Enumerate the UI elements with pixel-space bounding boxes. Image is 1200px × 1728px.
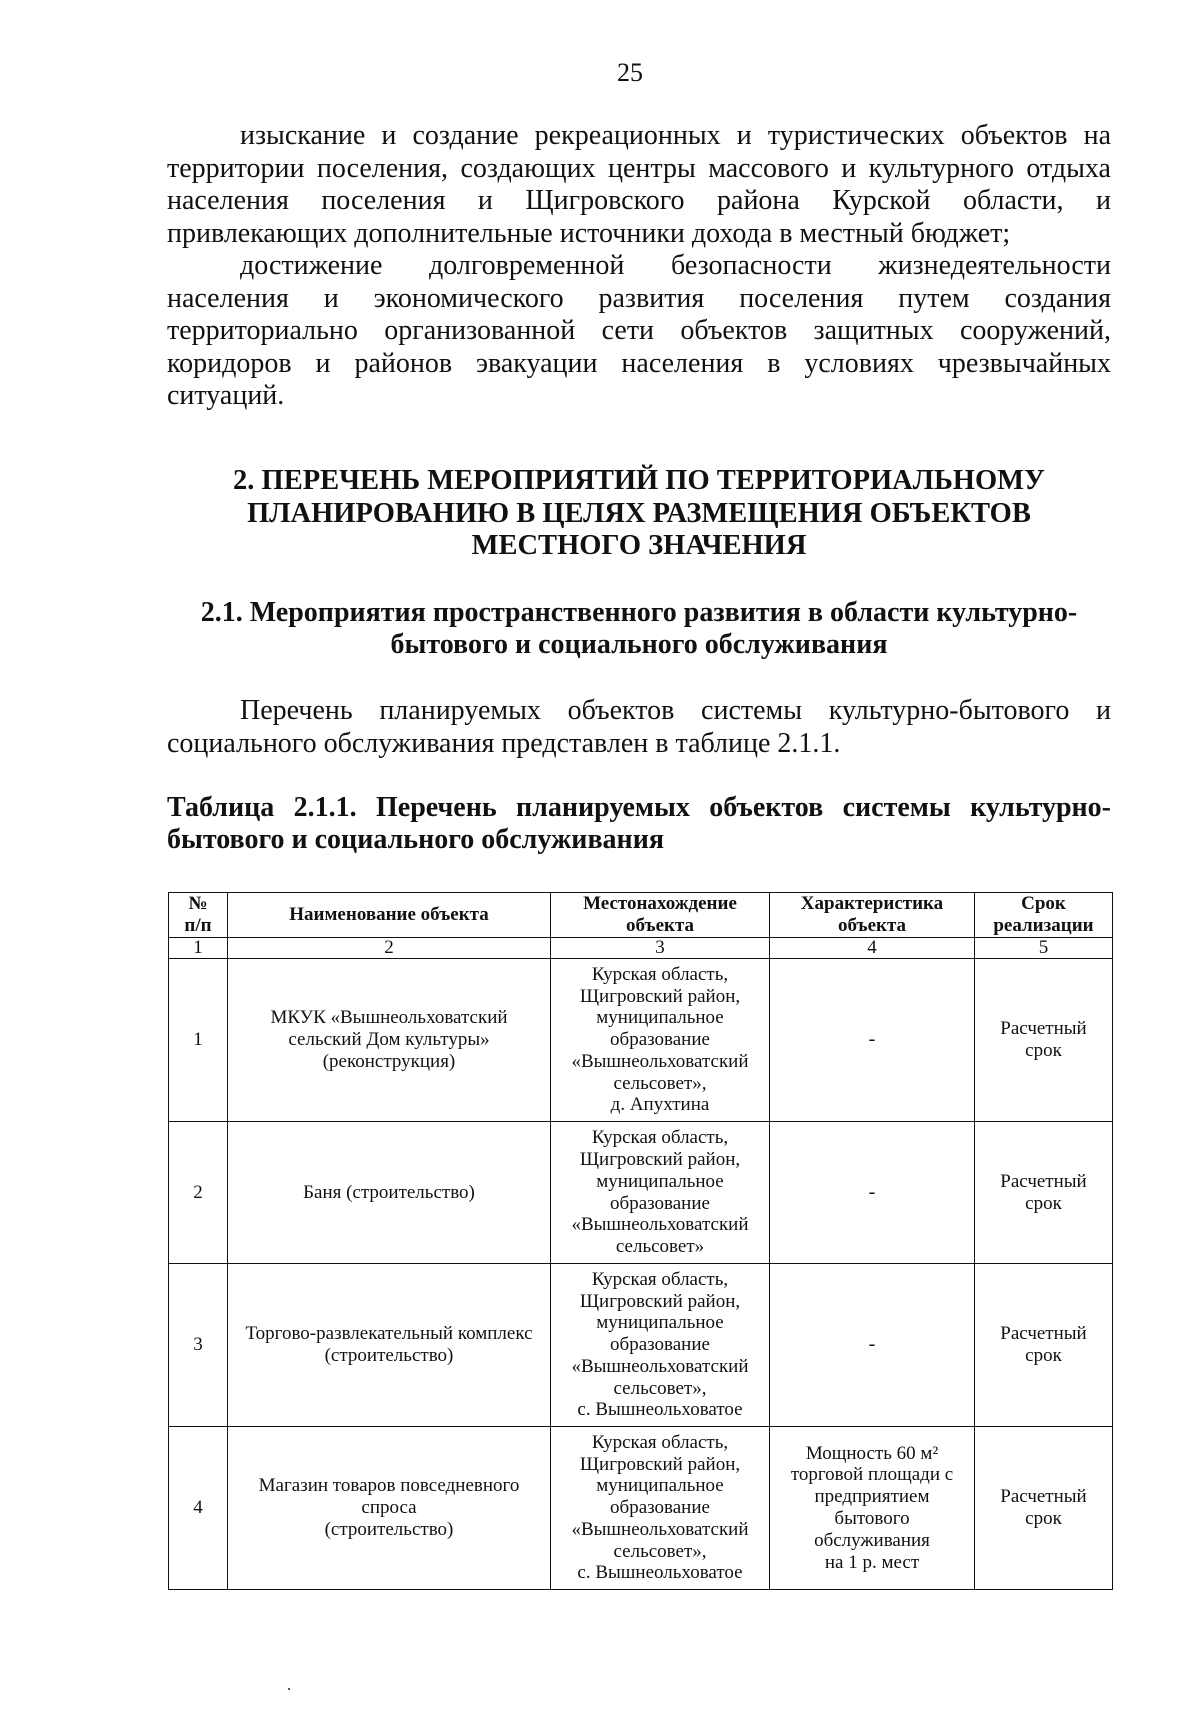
section-title-line: МЕСТНОГО ЗНАЧЕНИЯ	[471, 530, 807, 561]
table-column-number-row	[169, 938, 1113, 959]
column-number: 3	[551, 938, 770, 959]
cell-term-line: срок	[1025, 1192, 1062, 1214]
cell-number: 1	[169, 959, 228, 1122]
subsection-title	[167, 597, 1111, 661]
table-caption: Таблица 2.1.1. Перечень планируемых объектов системы культурно-бытового и социального обслуживания	[167, 792, 1111, 855]
cell-location-line: муниципальное	[596, 1475, 724, 1497]
paragraph-safety: достижение долговременной безопасности жизнедеятельности населения и экономического развития поселения путем создания территориально организованной сети объектов защитных сооружений, коридоров и районов эвакуации населения в условиях чрезвычайных ситуаций.	[167, 250, 1111, 411]
cell-location-line: образование	[610, 1192, 710, 1214]
cell-term	[975, 1264, 1113, 1427]
section-title-line: ПЛАНИРОВАНИЮ В ЦЕЛЯХ РАЗМЕЩЕНИЯ ОБЪЕКТОВ	[247, 497, 1031, 529]
section-title-line: 2. ПЕРЕЧЕНЬ МЕРОПРИЯТИЙ ПО ТЕРРИТОРИАЛЬНОМУ	[233, 465, 1045, 496]
cell-location	[551, 1264, 770, 1427]
section-title	[167, 465, 1111, 563]
cell-characteristic-line: на 1 р. мест	[824, 1551, 920, 1573]
cell-location-line: Щигровский район,	[579, 985, 741, 1007]
cell-location-line: «Вышнеольховатский	[571, 1050, 749, 1072]
table-header-row	[169, 893, 1113, 938]
cell-term-line: срок	[1025, 1345, 1062, 1366]
cell-object-name-line: Магазин товаров повседневного	[258, 1475, 520, 1497]
cell-location	[551, 959, 770, 1122]
cell-object-name-line: спроса	[361, 1497, 417, 1519]
cell-term-line: Расчетный	[1000, 1018, 1087, 1040]
header-term-line: Срок	[1021, 893, 1066, 915]
cell-number: 3	[169, 1264, 228, 1427]
cell-term-line: Расчетный	[1000, 1170, 1087, 1192]
cell-object-name-line: Торгово-развлекательный комплекс	[245, 1323, 533, 1345]
table-row	[169, 1122, 1113, 1264]
cell-characteristic	[770, 1264, 975, 1427]
cell-term	[975, 959, 1113, 1122]
cell-location-line: сельсовет»,	[613, 1072, 707, 1094]
cell-object-name	[228, 1264, 551, 1427]
cell-term-line: срок	[1025, 1508, 1062, 1529]
subsection-title-line: 2.1. Мероприятия пространственного развития в области культурно-	[200, 597, 1078, 628]
cell-location-line: сельсовет»,	[613, 1540, 707, 1562]
cell-location-line: Курская область,	[591, 1127, 729, 1149]
cell-location-line: Щигровский район,	[579, 1290, 741, 1312]
cell-characteristic-line: -	[868, 1028, 876, 1051]
header-characteristic-line: Характеристика	[800, 893, 944, 915]
cell-characteristic	[770, 959, 975, 1122]
cell-characteristic	[770, 1122, 975, 1264]
cell-location-line: сельсовет»,	[613, 1377, 707, 1399]
cell-characteristic-line: -	[868, 1180, 876, 1203]
cell-location-line: Щигровский район,	[579, 1148, 741, 1170]
subsection-title-line: бытового и социального обслуживания	[390, 629, 888, 660]
cell-object-name	[228, 1427, 551, 1590]
cell-location-line: «Вышнеольховатский	[571, 1518, 749, 1540]
cell-term-line: срок	[1025, 1040, 1062, 1061]
header-number-line: п/п	[184, 915, 212, 936]
cell-object-name-line: сельский Дом культуры»	[288, 1029, 490, 1051]
cell-object-name-line: (реконструкция)	[322, 1050, 456, 1072]
cell-characteristic-line: торговой площади с	[790, 1464, 954, 1486]
cell-location-line: Курская область,	[591, 963, 729, 985]
cell-characteristic-line: -	[868, 1333, 876, 1356]
header-location-line: объекта	[625, 915, 695, 936]
column-number: 1	[169, 938, 228, 959]
table-row	[169, 1264, 1113, 1427]
cell-location-line: образование	[610, 1029, 710, 1051]
page-number: 25	[617, 58, 643, 87]
cell-object-name-line: (строительство)	[324, 1518, 454, 1540]
table-row	[169, 959, 1113, 1122]
cell-characteristic-line: обслуживания	[814, 1529, 930, 1551]
cell-object-name-line: Баня (строительство)	[303, 1181, 475, 1203]
cell-term	[975, 1427, 1113, 1590]
cell-object-name	[228, 1122, 551, 1264]
paragraph-recreational-objects: изыскание и создание рекреационных и туристических объектов на территории поселения, создающих центры массового и культурного отдыха населения поселения и Щигровского района Курской области, и привлекающих дополнительные источники дохода в местный бюджет;	[167, 120, 1111, 249]
header-characteristic-line: объекта	[837, 915, 907, 936]
cell-location-line: муниципальное	[596, 1170, 724, 1192]
cell-characteristic-line: предприятием	[814, 1486, 930, 1508]
column-number: 4	[770, 938, 975, 959]
cell-location	[551, 1122, 770, 1264]
cell-characteristic-line: Мощность 60 м²	[805, 1442, 939, 1464]
column-number: 5	[975, 938, 1113, 959]
cell-object-name-line: МКУК «Вышнеольховатский	[270, 1007, 508, 1029]
cell-location-line: «Вышнеольховатский	[571, 1214, 749, 1236]
cell-term	[975, 1122, 1113, 1264]
table-row	[169, 1427, 1113, 1590]
header-characteristic	[770, 893, 975, 938]
planned-objects-table	[168, 892, 1113, 1590]
cell-characteristic-line: бытового	[834, 1508, 910, 1529]
header-number-line: №	[188, 893, 208, 915]
cell-location-line: образование	[610, 1334, 710, 1356]
cell-location-line: Щигровский район,	[579, 1453, 741, 1475]
cell-location-line: «Вышнеольховатский	[571, 1355, 749, 1377]
cell-location-line: Курская область,	[591, 1268, 729, 1290]
column-number: 2	[228, 938, 551, 959]
cell-location-line: муниципальное	[596, 1312, 724, 1334]
header-object-name: Наименование объекта	[228, 893, 551, 938]
header-location-line: Местонахождение	[583, 893, 737, 915]
header-term-line: реализации	[993, 915, 1094, 936]
cell-number: 2	[169, 1122, 228, 1264]
cell-location	[551, 1427, 770, 1590]
cell-object-name-line: (строительство)	[324, 1345, 454, 1366]
cell-location-line: образование	[610, 1497, 710, 1519]
header-location	[551, 893, 770, 938]
cell-characteristic	[770, 1427, 975, 1590]
cell-location-line: д. Апухтина	[610, 1094, 710, 1116]
cell-location-line: сельсовет»	[615, 1236, 705, 1258]
cell-location-line: Курская область,	[591, 1431, 729, 1453]
cell-location-line: с. Вышнеольховатое	[577, 1562, 743, 1584]
cell-number: 4	[169, 1427, 228, 1590]
scan-artifact-dot	[288, 1688, 290, 1690]
cell-object-name	[228, 959, 551, 1122]
cell-location-line: с. Вышнеольховатое	[577, 1399, 743, 1421]
cell-term-line: Расчетный	[1000, 1486, 1087, 1508]
header-number	[169, 893, 228, 938]
paragraph-table-intro: Перечень планируемых объектов системы культурно-бытового и социального обслуживания представлен в таблице 2.1.1.	[167, 695, 1111, 759]
cell-location-line: муниципальное	[596, 1007, 724, 1029]
header-term	[975, 893, 1113, 938]
cell-term-line: Расчетный	[1000, 1323, 1087, 1345]
